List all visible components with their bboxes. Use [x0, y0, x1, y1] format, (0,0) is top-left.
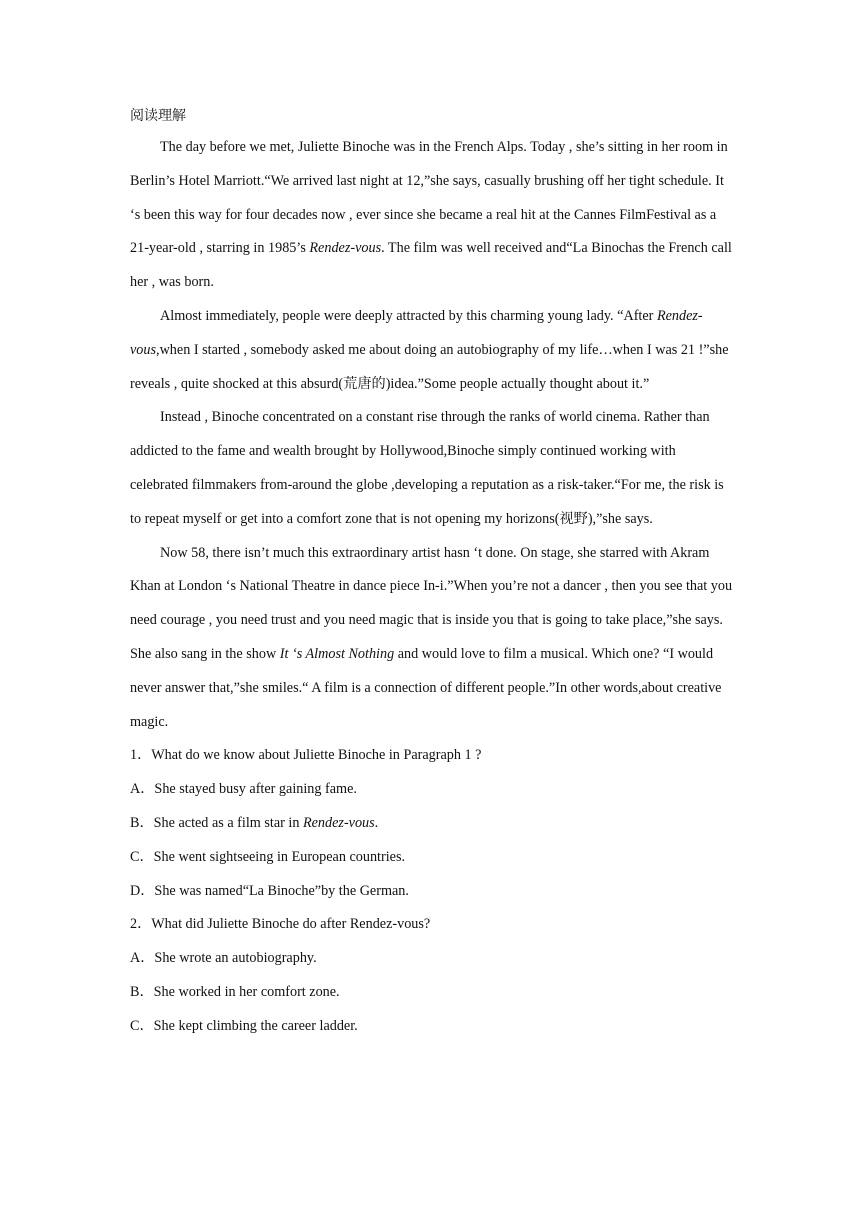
- show-title: It ‘s Almost Nothing: [279, 645, 395, 662]
- question-1-option-d: D．She was named“La Binoche”by the German.: [130, 882, 409, 899]
- question-2-stem: 2．What did Juliette Binoche do after Rendez-vous?: [130, 916, 431, 933]
- paragraph-text: Now 58, there isn’t much this extraordinary artist hasn ‘t done. On stage, she starred with Akram Khan at London ‘s National Theatre in dance piece In-i.”When you’re not a dancer , then you see that you need courage , you need trust and you need magic that is inside you that is going to take place,”she says. She also sang in the show: [130, 544, 733, 662]
- question-1-stem: 1．What do we know about Juliette Binoche in Paragraph 1 ?: [130, 747, 482, 764]
- option-text: B．She acted as a film star in: [130, 814, 303, 831]
- question-1-option-b: [130, 807, 736, 841]
- question-2-option-b: B．She worked in her comfort zone.: [130, 983, 340, 1000]
- section-heading: 阅读理解: [130, 108, 186, 124]
- paragraph-text: The day before we met, Juliette Binoche was in the French Alps. Today , she’s sitting in her room in Berlin’s Hotel Marriott.“We arrived last night at 12,”she says, casually brushing off her tight schedule. It ‘s been this way for four decades now , ever since she became a real hit at the Cannes FilmFestival as a 21-year-old , starring in 1985’s: [130, 139, 728, 257]
- film-title: Rendez-vous: [309, 240, 382, 257]
- option-text: .: [374, 814, 379, 831]
- film-title: Rendez-vous: [130, 307, 703, 358]
- paragraph-text: Almost immediately, people were deeply attracted by this charming young lady. “After: [160, 307, 657, 324]
- question-1-option-c: C．She went sightseeing in European countries.: [130, 848, 406, 865]
- question-1-option-a: A．She stayed busy after gaining fame.: [130, 781, 357, 798]
- paragraph-text: . The film was well received and“La Binochas the French call her , was born.: [130, 240, 732, 291]
- passage-paragraph-2: [130, 300, 736, 401]
- question-2-option-c: C．She kept climbing the career ladder.: [130, 1017, 358, 1034]
- film-title: Rendez-vous: [302, 814, 375, 831]
- passage-paragraph-3: Instead , Binoche concentrated on a constant rise through the ranks of world cinema. Rather than addicted to the fame and wealth brought by Hollywood,Binoche simply continued working with celebrated filmmakers from-around the globe ,developing a reputation as a risk-taker.“For me, the risk is to repeat myself or get into a comfort zone that is not opening my horizons(视野),”she says.: [130, 409, 724, 527]
- paragraph-text: and would love to film a musical. Which one? “I would never answer that,”she smiles.“ A film is a connection of different people.”In other words,about creative magic.: [130, 645, 722, 730]
- document-content: [130, 101, 736, 1044]
- question-2-option-a: A．She wrote an autobiography.: [130, 950, 317, 967]
- paragraph-text: ,when I started , somebody asked me about doing an autobiography of my life…when I was 21 !”she reveals , quite shocked at this absurd(荒唐的)idea.”Some people actually thought about it.”: [130, 341, 729, 392]
- passage-paragraph-4: [130, 537, 736, 740]
- passage-paragraph-1: [130, 131, 736, 300]
